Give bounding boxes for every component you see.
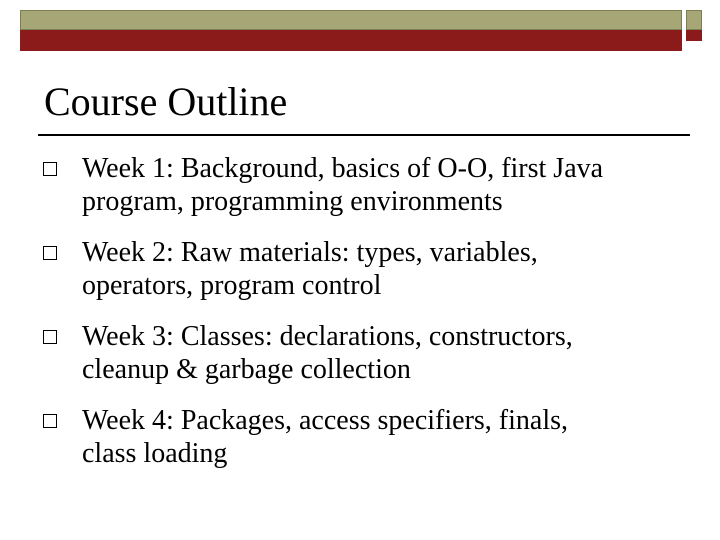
- hollow-square-icon: [43, 246, 57, 260]
- bullet-line: class loading: [82, 438, 228, 469]
- bullet-item-week-3: [40, 320, 690, 386]
- hollow-square-icon: [43, 414, 57, 428]
- bullet-item-week-2: [40, 236, 690, 302]
- bullet-list: [40, 152, 690, 488]
- corner-olive-square: [686, 10, 702, 30]
- bullet-line: cleanup & garbage collection: [82, 354, 411, 385]
- bullet-item-week-1: [40, 152, 690, 218]
- hollow-square-icon: [43, 330, 57, 344]
- bullet-line: operators, program control: [82, 270, 382, 301]
- bullet-line: Week 3: Classes: declarations, constructors,: [82, 321, 573, 352]
- banner-maroon-stripe: [20, 30, 682, 51]
- hollow-square-icon: [43, 162, 57, 176]
- bullet-line: Week 2: Raw materials: types, variables,: [82, 237, 538, 268]
- slide-title: Course Outline: [44, 79, 288, 124]
- corner-maroon-square: [686, 30, 702, 41]
- bullet-line: Week 1: Background, basics of O-O, first Java: [82, 153, 604, 184]
- banner-olive-stripe: [20, 10, 682, 30]
- bullet-line: program, programming environments: [82, 186, 503, 217]
- top-banner: [20, 10, 682, 42]
- title-divider: [38, 134, 690, 136]
- bullet-line: Week 4: Packages, access specifiers, finals,: [82, 405, 568, 436]
- bullet-item-week-4: [40, 404, 690, 470]
